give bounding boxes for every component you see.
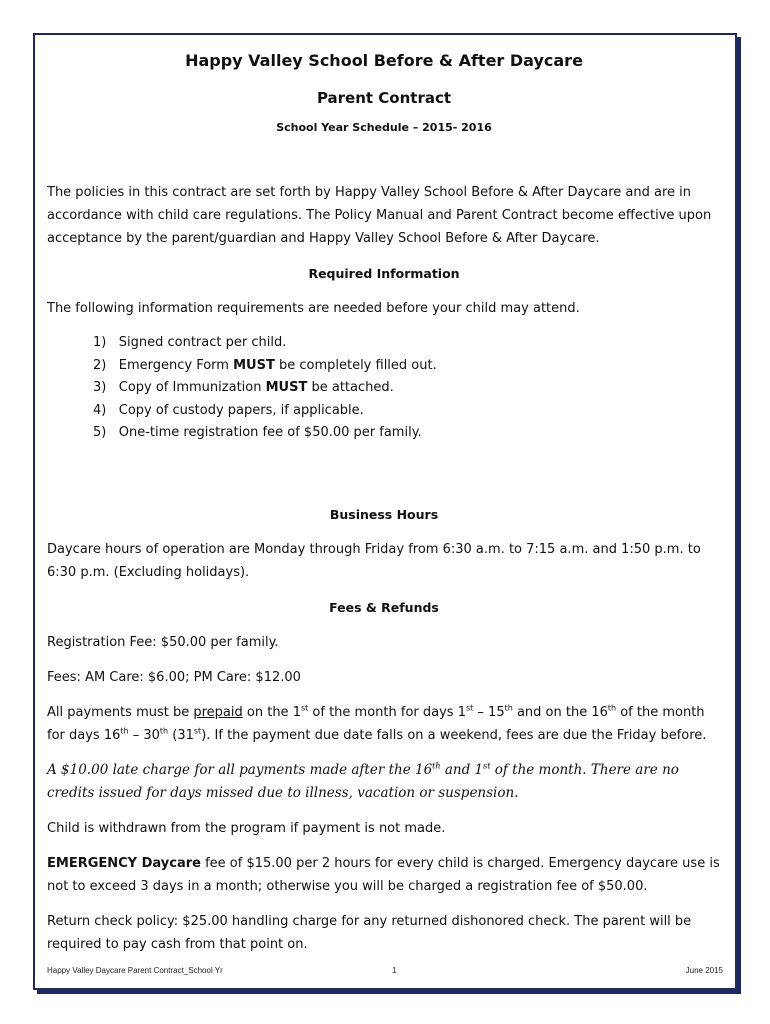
page-footer	[47, 966, 723, 980]
list-item: 4) Copy of custody papers, if applicable.	[93, 402, 364, 418]
document-subtitle: Parent Contract	[316, 89, 452, 107]
business-hours-heading: Business Hours	[329, 506, 439, 522]
list-item: 5) One-time registration fee of $50.00 per family.	[93, 425, 422, 440]
intro-paragraph: The policies in this contract are set forth by Happy Valley School Before & After Daycare and are in accordance with child care regulations. The Policy Manual and Parent Contract become effective upon acceptance by the parent/guardian and Happy Valley School Before & After Daycare.	[47, 185, 712, 246]
page-frame	[33, 33, 737, 990]
registration-fee: Registration Fee: $50.00 per family.	[47, 634, 279, 650]
document-body	[47, 49, 721, 956]
required-info-list	[47, 332, 721, 445]
footer-page-number: 1	[392, 966, 397, 975]
school-year-schedule: School Year Schedule – 2015- 2016	[276, 121, 492, 134]
care-fees: Fees: AM Care: $6.00; PM Care: $12.00	[47, 669, 301, 685]
business-hours-text: Daycare hours of operation are Monday through Friday from 6:30 a.m. to 7:15 a.m. and 1:50 p.m. to 6:30 p.m. (Excluding holidays).	[47, 541, 701, 580]
list-item: 2) Emergency Form MUST be completely filled out.	[93, 357, 437, 373]
required-info-lead: The following information requirements are needed before your child may attend.	[47, 301, 580, 316]
list-item: 3) Copy of Immunization MUST be attached.	[93, 380, 394, 395]
document-title: Happy Valley School Before & After Daycare	[185, 51, 583, 70]
withdrawal-policy: Child is withdrawn from the program if payment is not made.	[47, 820, 446, 836]
late-charge-policy: A $10.00 late charge for all payments made after the 16th and 1st of the month. There are no credits issued for days missed due to illness, vacation or suspension.	[47, 761, 679, 801]
footer-document-name: Happy Valley Daycare Parent Contract_School Yr	[47, 966, 223, 975]
list-item: 1) Signed contract per child.	[93, 335, 287, 350]
footer-date: June 2015	[685, 966, 723, 975]
payment-terms: All payments must be prepaid on the 1st of the month for days 1st – 15th and on the 16th of the month for days 16th – 30th (31st). If the payment due date falls on a weekend, fees are due the Friday before.	[47, 703, 707, 743]
required-info-heading: Required Information	[308, 266, 460, 281]
fees-refunds-heading: Fees & Refunds	[329, 599, 439, 615]
emergency-daycare-policy: EMERGENCY Daycare fee of $15.00 per 2 hours for every child is charged. Emergency daycare use is not to exceed 3 days in a month; otherwise you will be charged a registration fee of $50.00.	[47, 855, 720, 894]
return-check-policy: Return check policy: $25.00 handling charge for any returned dishonored check. The parent will be required to pay cash from that point on.	[47, 913, 692, 952]
